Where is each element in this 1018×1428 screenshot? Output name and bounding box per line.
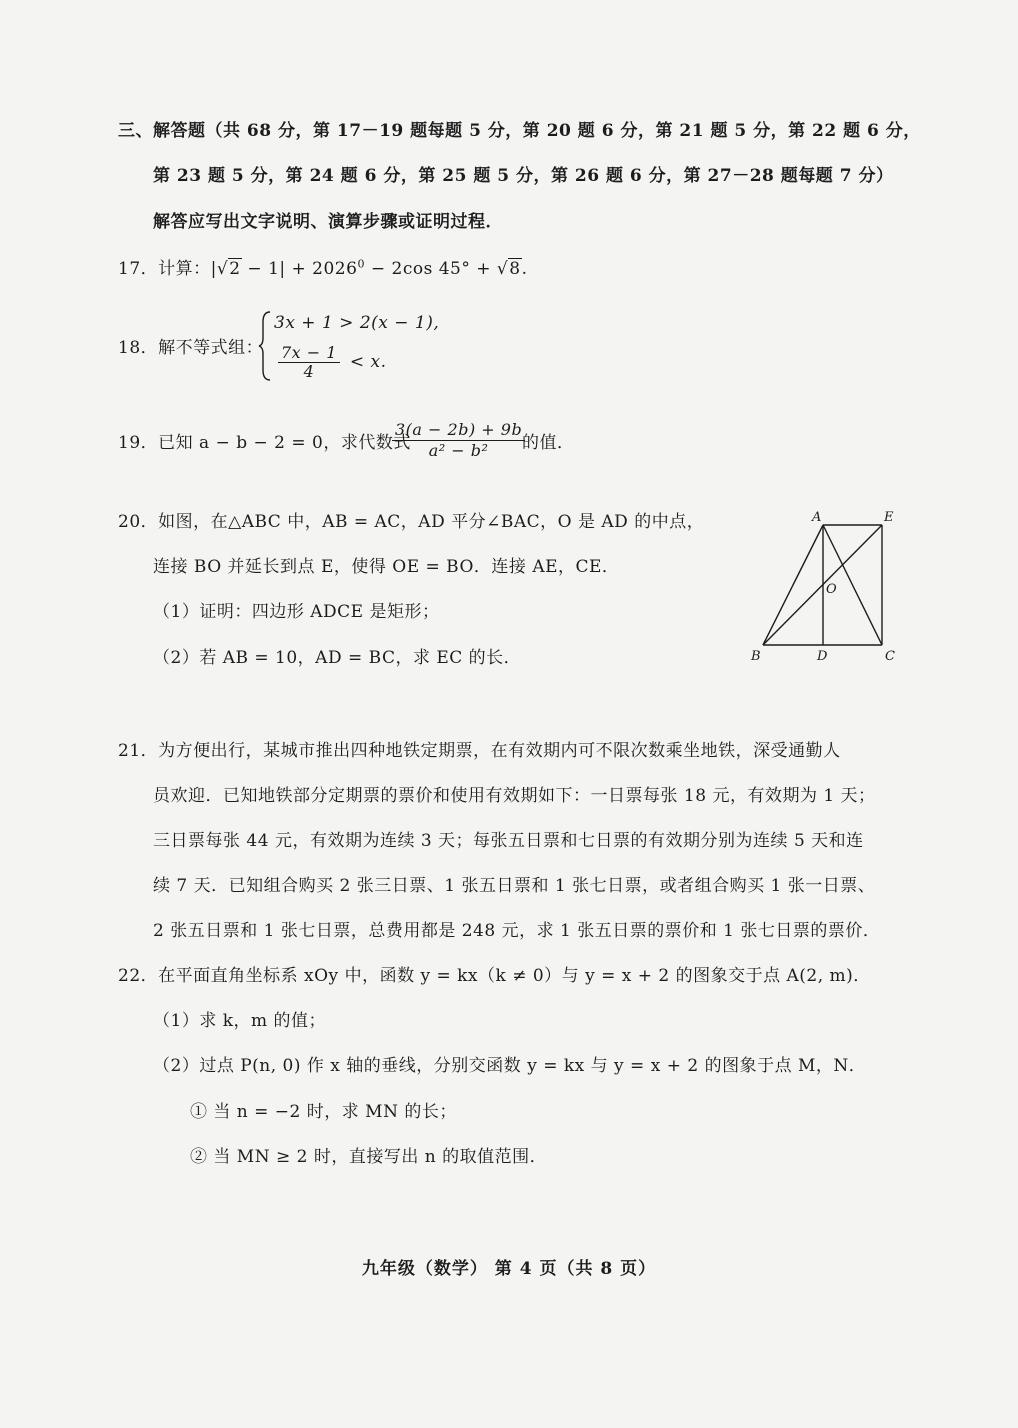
q18-inequality-1: 3x + 1 > 2(x − 1),: [274, 313, 440, 333]
q19-fraction: [388, 420, 529, 461]
label-E: E: [884, 510, 894, 525]
q22-line1: 22．在平面直角坐标系 xOy 中，函数 y = kx（k ≠ 0）与 y = x + 2 的图象交于点 A(2, m)．: [118, 966, 871, 986]
q19-suffix: 的值．: [522, 433, 575, 453]
q22-sub2: ② 当 MN ≥ 2 时，直接写出 n 的取值范围．: [190, 1147, 548, 1167]
q21-line4: 续 7 天．已知组合购买 2 张三日票、1 张五日票和 1 张七日票，或者组合购买 1 张一日票、: [153, 876, 876, 896]
label-B: B: [751, 649, 761, 664]
q20-geometry-figure: [745, 505, 915, 670]
q21-line3: 三日票每张 44 元，有效期为连续 3 天；每张五日票和七日票的有效期分别为连续 5 天和连: [153, 831, 864, 851]
segment-AB: [763, 525, 823, 645]
q19-numerator: 3(a − 2b) + 9b: [392, 420, 525, 441]
q22-part1: （1）求 k，m 的值；: [153, 1011, 327, 1031]
label-D: D: [817, 649, 828, 664]
q22-sub1: ① 当 n = −2 时，求 MN 的长；: [190, 1102, 457, 1122]
q20-line2: 连接 BO 并延长到点 E，使得 OE = BO．连接 AE，CE．: [153, 557, 620, 577]
q20-line1: 20．如图，在△ABC 中，AB = AC，AD 平分∠BAC，O 是 AD 的中点，: [118, 512, 705, 532]
q18-ineq2-rest: < x.: [349, 352, 387, 372]
q21-line2: 员欢迎．已知地铁部分定期票的票价和使用有效期如下：一日票每张 18 元，有效期为 1 天；: [153, 786, 876, 806]
q17-expr-e: 8: [509, 259, 521, 279]
q17-expr-f: .: [521, 259, 528, 279]
q22-part2: （2）过点 P(n, 0) 作 x 轴的垂线，分别交函数 y = kx 与 y = x + 2 的图象于点 M，N．: [153, 1056, 867, 1076]
q17-expr-a: |√: [210, 259, 229, 279]
label-A: A: [812, 510, 822, 525]
section-heading-line1: 三、解答题（共 68 分，第 17－19 题每题 5 分，第 20 题 6 分，第 21 题 5 分，第 22 题 6 分，: [118, 121, 921, 141]
question-17: [118, 254, 527, 279]
page-footer: 九年级（数学） 第 4 页（共 8 页）: [361, 1259, 657, 1279]
label-C: C: [885, 649, 895, 664]
q17-expr-b: 2: [229, 259, 241, 279]
q18-prefix: 18．解不等式组：: [118, 338, 264, 358]
q17-prefix: 17．计算：: [118, 259, 211, 279]
q19-prefix: 19．已知 a − b − 2 = 0，求代数式: [118, 433, 411, 453]
q19-denominator: a² − b²: [428, 441, 489, 460]
q21-line1: 21．为方便出行，某城市推出四种地铁定期票，在有效期内可不限次数乘坐地铁，深受通勤人: [118, 741, 841, 761]
q20-part2: （2）若 AB = 10，AD = BC，求 EC 的长．: [153, 648, 522, 668]
q18-inequality-2: [274, 344, 387, 381]
q17-expr-c: − 1| + 2026: [241, 259, 358, 279]
q21-line5: 2 张五日票和 1 张七日票，总费用都是 248 元，求 1 张五日票的票价和 1 张七日票的票价．: [153, 921, 881, 941]
label-O: O: [826, 582, 837, 597]
q18-ineq2-numerator: 7x − 1: [278, 344, 340, 363]
section-heading-line2: 第 23 题 5 分，第 24 题 6 分，第 25 题 5 分，第 26 题 6 分，第 27－28 题每题 7 分）: [153, 166, 894, 186]
q20-part1: （1）证明：四边形 ADCE 是矩形；: [153, 602, 440, 622]
q17-expr-d: − 2cos 45° + √: [364, 259, 509, 279]
section-instruction: 解答应写出文字说明、演算步骤或证明过程．: [153, 212, 503, 232]
q18-brace: [258, 310, 272, 382]
q18-ineq2-denominator: 4: [303, 362, 315, 381]
q17-expr-sup: 0: [357, 257, 365, 271]
